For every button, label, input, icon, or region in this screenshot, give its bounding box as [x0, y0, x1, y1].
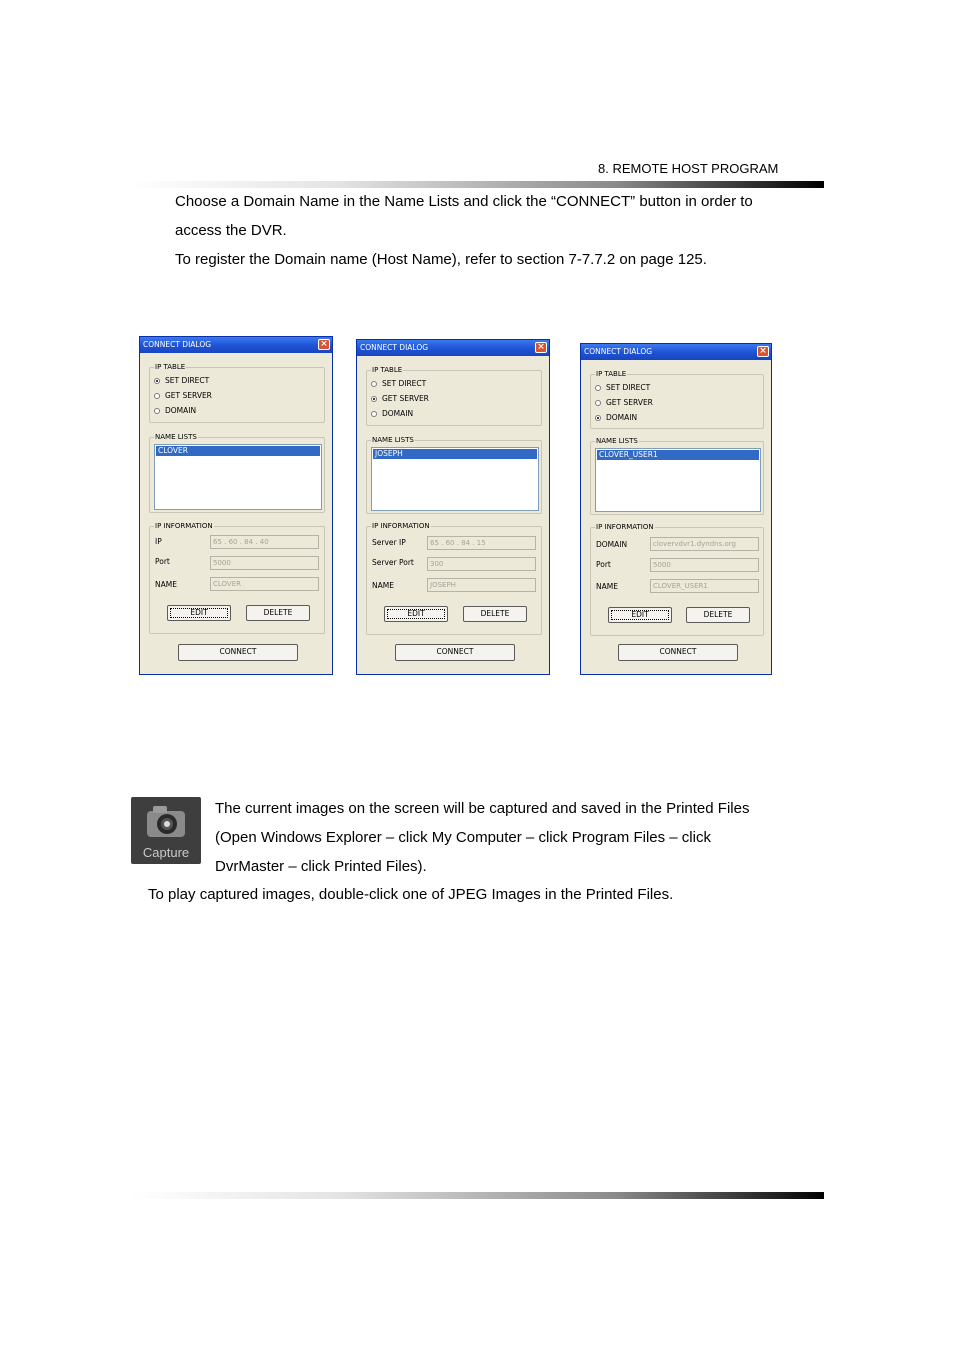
radio-label: GET SERVER: [606, 398, 653, 407]
radio-selected-icon: [154, 378, 160, 384]
connect-button[interactable]: CONNECT: [395, 644, 515, 661]
dialog-titlebar: [581, 344, 771, 360]
radio-set-direct[interactable]: [154, 376, 209, 386]
intro-line-1: Choose a Domain Name in the Name Lists and click the “CONNECT” button in order to: [175, 193, 753, 210]
capture-line-2: (Open Windows Explorer – click My Computer – click Program Files – click: [215, 829, 711, 846]
name-lists-label: NAME LISTS: [372, 436, 414, 444]
ip-information-label: IP INFORMATION: [372, 522, 430, 530]
port-field[interactable]: 5000: [210, 556, 319, 570]
capture-play-note: To play captured images, double-click one of JPEG Images in the Printed Files.: [148, 886, 674, 903]
name-field[interactable]: CLOVER: [210, 577, 319, 591]
field-label-name: NAME: [596, 582, 618, 591]
capture-line-1: The current images on the screen will be captured and saved in the Printed Files: [215, 800, 750, 817]
radio-get-server[interactable]: [154, 391, 212, 401]
name-lists-label: NAME LISTS: [155, 433, 197, 441]
port-field[interactable]: 5000: [650, 558, 759, 572]
name-lists-group: [590, 437, 764, 515]
ip-table-group: [590, 370, 764, 429]
connect-button[interactable]: CONNECT: [178, 644, 298, 661]
ip-information-label: IP INFORMATION: [155, 522, 213, 530]
edit-button[interactable]: EDIT: [608, 607, 672, 623]
ip-information-group: [366, 522, 542, 635]
dialog-title: CONNECT DIALOG: [143, 340, 212, 349]
field-label-server-port: Server Port: [372, 558, 414, 567]
radio-label: GET SERVER: [165, 391, 212, 400]
radio-get-server[interactable]: [595, 398, 653, 408]
field-label-server-ip: Server IP: [372, 538, 406, 547]
server-ip-field[interactable]: 65 . 60 . 84 . 15: [427, 536, 536, 550]
radio-label: SET DIRECT: [165, 376, 210, 385]
radio-label: GET SERVER: [382, 394, 429, 403]
radio-icon: [371, 381, 377, 387]
ip-information-group: [590, 523, 764, 636]
field-label-port: Port: [155, 557, 170, 566]
radio-domain[interactable]: [154, 406, 196, 416]
delete-button[interactable]: DELETE: [686, 607, 750, 623]
radio-icon: [154, 393, 160, 399]
radio-icon: [154, 408, 160, 414]
connect-dialog-set-direct: [139, 336, 333, 675]
field-label-port: Port: [596, 560, 611, 569]
dialog-title: CONNECT DIALOG: [360, 343, 429, 352]
radio-selected-icon: [595, 415, 601, 421]
field-label-domain: DOMAIN: [596, 540, 628, 549]
close-icon[interactable]: ×: [535, 342, 547, 353]
edit-button[interactable]: EDIT: [384, 606, 448, 622]
field-label-ip: IP: [155, 537, 162, 546]
radio-icon: [595, 400, 601, 406]
radio-selected-icon: [371, 396, 377, 402]
delete-button[interactable]: DELETE: [463, 606, 527, 622]
ip-table-group: [366, 366, 542, 426]
radio-set-direct[interactable]: [371, 379, 426, 389]
name-list[interactable]: [154, 444, 322, 510]
ip-table-label: IP TABLE: [372, 366, 403, 374]
name-field[interactable]: CLOVER_USER1: [650, 579, 759, 593]
camera-icon: [131, 797, 201, 847]
intro-line-3: To register the Domain name (Host Name), refer to section 7-7.7.2 on page 125.: [175, 251, 707, 268]
intro-line-2: access the DVR.: [175, 222, 287, 239]
close-icon[interactable]: ×: [757, 346, 769, 357]
radio-icon: [595, 385, 601, 391]
ip-table-group: [149, 363, 325, 423]
delete-button[interactable]: DELETE: [246, 605, 310, 621]
edit-button[interactable]: EDIT: [167, 605, 231, 621]
radio-label: DOMAIN: [382, 409, 414, 418]
footer-rule: [130, 1192, 824, 1199]
radio-label: SET DIRECT: [606, 383, 651, 392]
connect-dialog-domain: [580, 343, 772, 675]
ip-field[interactable]: 65 . 60 . 84 . 40: [210, 535, 319, 549]
capture-icon: [131, 797, 201, 864]
dialog-title: CONNECT DIALOG: [584, 347, 653, 356]
radio-label: DOMAIN: [165, 406, 197, 415]
ip-table-label: IP TABLE: [155, 363, 186, 371]
name-lists-label: NAME LISTS: [596, 437, 638, 445]
radio-icon: [371, 411, 377, 417]
connect-button[interactable]: CONNECT: [618, 644, 738, 661]
server-port-field[interactable]: 300: [427, 557, 536, 571]
radio-label: DOMAIN: [606, 413, 638, 422]
field-label-name: NAME: [155, 580, 177, 589]
list-item-selected[interactable]: CLOVER_USER1: [597, 450, 759, 460]
page-header-title: 8. REMOTE HOST PROGRAM: [598, 161, 779, 176]
radio-get-server[interactable]: [371, 394, 429, 404]
field-label-name: NAME: [372, 581, 394, 590]
radio-set-direct[interactable]: [595, 383, 650, 393]
ip-information-group: [149, 522, 325, 634]
name-lists-group: [366, 436, 542, 514]
capture-icon-label: Capture: [142, 845, 190, 860]
name-lists-group: [149, 433, 325, 513]
radio-domain[interactable]: [371, 409, 413, 419]
list-item-selected[interactable]: JOSEPH: [373, 449, 537, 459]
capture-line-3: DvrMaster – click Printed Files).: [215, 858, 427, 875]
list-item-selected[interactable]: CLOVER: [156, 446, 320, 456]
ip-table-label: IP TABLE: [596, 370, 627, 378]
name-list[interactable]: [595, 448, 761, 512]
dialog-titlebar: [140, 337, 332, 353]
dialog-titlebar: [357, 340, 549, 356]
radio-label: SET DIRECT: [382, 379, 427, 388]
ip-information-label: IP INFORMATION: [596, 523, 654, 531]
connect-dialog-get-server: [356, 339, 550, 675]
name-list[interactable]: [371, 447, 539, 511]
name-field[interactable]: JOSEPH: [427, 578, 536, 592]
radio-domain[interactable]: [595, 413, 637, 423]
domain-field[interactable]: clovervdvr1.dyndns.org: [650, 537, 759, 551]
close-icon[interactable]: ×: [318, 339, 330, 350]
